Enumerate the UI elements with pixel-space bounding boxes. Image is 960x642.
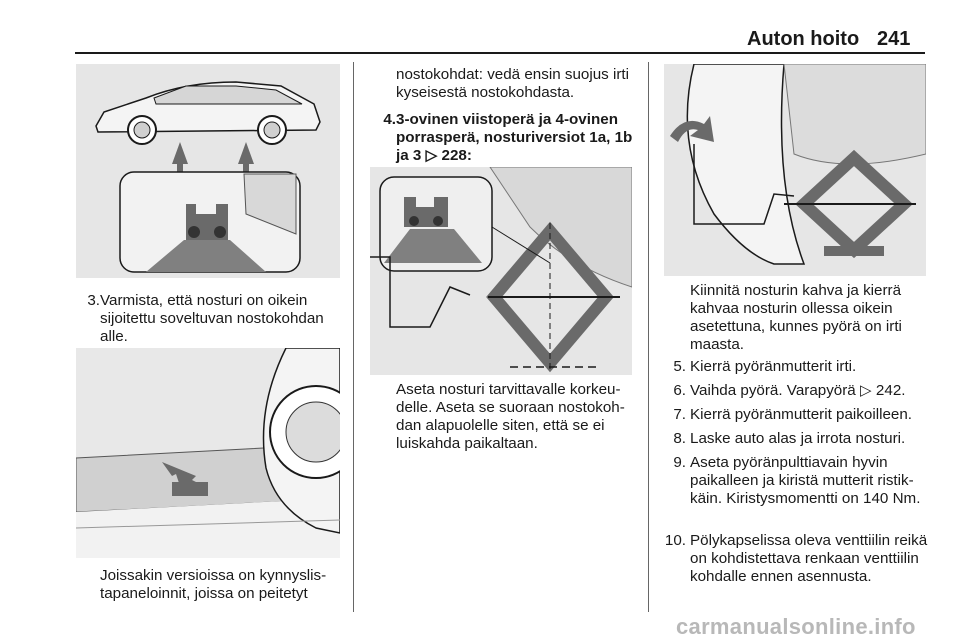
step-10 (662, 532, 932, 586)
figure-jack-position (370, 167, 632, 375)
step-6-text: Vaihda pyörä. Varapyörä (690, 382, 856, 399)
step-9 (662, 454, 932, 508)
step-6 (662, 382, 932, 400)
step-7-number: 7. (673, 406, 686, 423)
step-7 (662, 406, 934, 424)
figure-car-jack-points (76, 64, 340, 278)
step-5-number: 5. (673, 358, 686, 375)
step-10-number: 10. (664, 532, 686, 549)
step-3-number: 3. (87, 292, 100, 309)
step-4-number: 4. (383, 111, 396, 128)
watermark: carmanualsonline.info (676, 614, 916, 639)
step-4-heading: 3-ovinen viistoperä ja 4-ovinen porrasperä, nosturiversiot 1a, 1b ja 3 (396, 111, 633, 164)
figure-jack-handle (664, 64, 926, 276)
column-divider-2 (648, 62, 649, 612)
figure-sill-cover (76, 348, 340, 558)
handle-intro-text: Kiinnitä nosturin kahva ja kierrä kahvaa nosturin ollessa oikein asetettuna, kunnes pyörä on irti maasta. (690, 282, 902, 353)
jack-height-text: Aseta nosturi tarvittavalle korkeudelle. Aseta se suoraan nostokohdan alapuolelle siten, että se ei luiskahda paikaltaan. (396, 381, 625, 452)
step-3 (76, 292, 342, 346)
step-4-page-ref: 228: (441, 147, 472, 164)
column-divider-1 (353, 62, 354, 612)
step-4 (372, 111, 640, 165)
step-6-number: 6. (673, 382, 686, 399)
triangle-right-icon: ▷ (860, 382, 872, 399)
step-5 (662, 358, 932, 376)
step-8 (662, 430, 932, 448)
page-number: 241 (877, 28, 911, 50)
step-6-page-ref: 242. (875, 382, 906, 399)
triangle-right-icon: ▷ (425, 147, 438, 164)
step-5-text: Kierrä pyöränmutterit irti. (690, 358, 857, 375)
step-8-number: 8. (673, 430, 686, 447)
step-8-text: Laske auto alas ja irrota nosturi. (690, 430, 906, 447)
step-9-text: Aseta pyöränpulttiavain hyvin paikalleen ja kiristä mutterit ristikkäin. Kiristysmomentti on 140 Nm. (690, 454, 921, 507)
header-rule (75, 52, 925, 54)
step-10-text: Pölykapselissa oleva venttiilin reikä on kohdistettava renkaan venttiilin kohdalle ennen asennusta. (690, 532, 928, 585)
step-3-text: Varmista, että nosturi on oikein sijoitettu soveltuvan nostokohdan alle. (100, 292, 324, 345)
continued-text: nostokohdat: vedä ensin suojus irti kyseisestä nostokohdasta. (396, 66, 630, 101)
sill-note-text: Joissakin versioissa on kynnyslistapaneloinnit, joissa on peitetyt (100, 567, 327, 602)
step-7-text: Kierrä pyöränmutterit paikoilleen. (690, 406, 913, 423)
step-9-number: 9. (673, 454, 686, 471)
page-header-title: Auton hoito (747, 28, 860, 50)
